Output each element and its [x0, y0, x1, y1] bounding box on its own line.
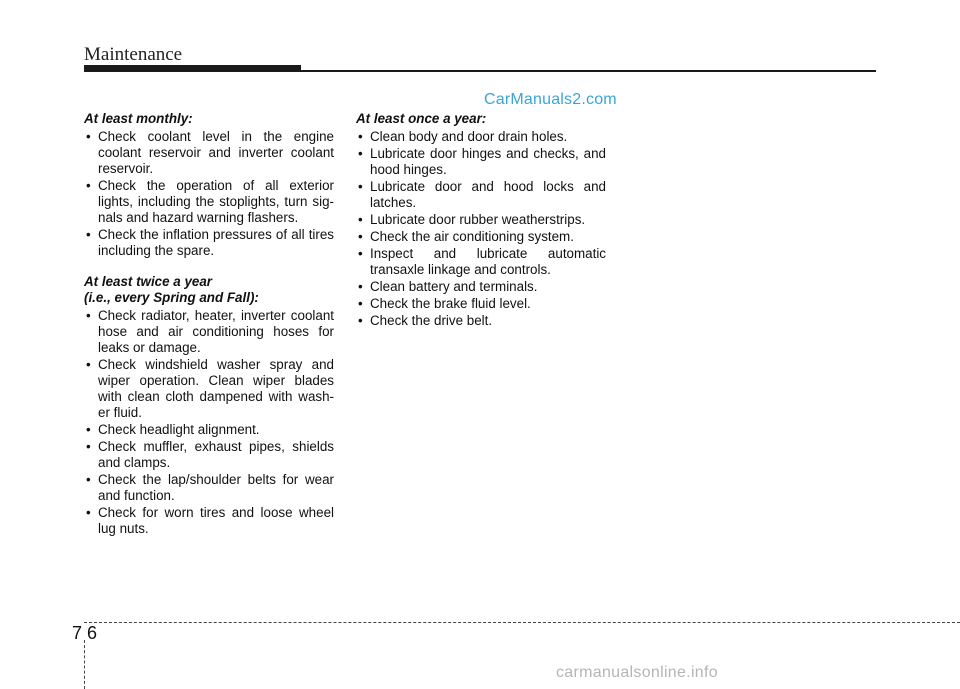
right-column: [356, 111, 606, 330]
list-item: • Check windshield washer spray and wiper operation. Clean wiper blades with clean cloth dampened with wash-er fluid.: [86, 357, 334, 420]
list-item: • Check the operation of all exterior lights, including the stoplights, turn sig-nals and hazard warning flashers.: [86, 178, 334, 225]
footer-rule: [84, 622, 960, 623]
list-item: • Lubricate door and hood locks and latches.: [358, 179, 606, 210]
list-item: • Check the air conditioning system.: [358, 229, 574, 244]
list-yearly: [356, 129, 606, 329]
bullet-icon: •: [86, 505, 91, 520]
list-item: • Check for worn tires and loose wheel lug nuts.: [86, 505, 334, 536]
bullet-icon: •: [358, 279, 363, 294]
bullet-icon: •: [358, 129, 363, 144]
bullet-icon: •: [86, 439, 91, 454]
list-item: • Clean battery and terminals.: [358, 279, 538, 294]
section-subheading-twice-yearly: (i.e., every Spring and Fall):: [84, 290, 259, 305]
bullet-icon: •: [358, 246, 363, 261]
bullet-icon: •: [358, 313, 363, 328]
section-heading-twice-yearly: At least twice a year: [84, 274, 213, 289]
header-rule-thick: [84, 65, 301, 72]
page-title: Maintenance: [84, 44, 183, 65]
list-item: • Lubricate door rubber weatherstrips.: [358, 212, 586, 227]
list-item: • Check coolant level in the engine coolant reservoir and inverter coolant reservoir.: [86, 129, 334, 176]
header-rule-thin: [301, 70, 876, 72]
bullet-icon: •: [358, 212, 363, 227]
list-item: • Inspect and lubricate automatic transaxle linkage and controls.: [358, 246, 606, 277]
list-item: • Check the inflation pressures of all tires including the spare.: [86, 227, 334, 258]
list-item: • Clean body and door drain holes.: [358, 129, 568, 144]
bullet-icon: •: [86, 227, 91, 242]
bullet-icon: •: [86, 308, 91, 323]
chapter-number: 7: [72, 623, 83, 643]
bullet-icon: •: [358, 146, 363, 161]
list-item: • Check the brake fluid level.: [358, 296, 531, 311]
watermark-top: CarManuals2.com: [484, 91, 617, 108]
bullet-icon: •: [86, 357, 91, 372]
bullet-icon: •: [86, 178, 91, 193]
left-column: [84, 111, 334, 538]
bullet-icon: •: [86, 129, 91, 144]
list-item: • Check headlight alignment.: [86, 422, 260, 437]
footer-vertical-rule: [84, 640, 85, 689]
bullet-icon: •: [86, 472, 91, 487]
bullet-icon: •: [358, 296, 363, 311]
list-item: • Check the lap/shoulder belts for wear and function.: [86, 472, 334, 503]
list-item: • Lubricate door hinges and checks, and hood hinges.: [358, 146, 606, 177]
page-number: 6: [87, 623, 98, 643]
bullet-icon: •: [86, 422, 91, 437]
list-twice-yearly: [84, 308, 334, 537]
watermark-bottom: carmanualsonline.info: [556, 664, 718, 681]
list-item: • Check the drive belt.: [358, 313, 493, 328]
bullet-icon: •: [358, 179, 363, 194]
section-heading-yearly: At least once a year:: [356, 111, 487, 126]
section-heading-monthly: At least monthly:: [84, 111, 193, 126]
bullet-icon: •: [358, 229, 363, 244]
list-monthly: [84, 129, 334, 259]
list-item: • Check muffler, exhaust pipes, shields and clamps.: [86, 439, 334, 470]
list-item: • Check radiator, heater, inverter coolant hose and air conditioning hoses for leaks or damage.: [86, 308, 334, 355]
